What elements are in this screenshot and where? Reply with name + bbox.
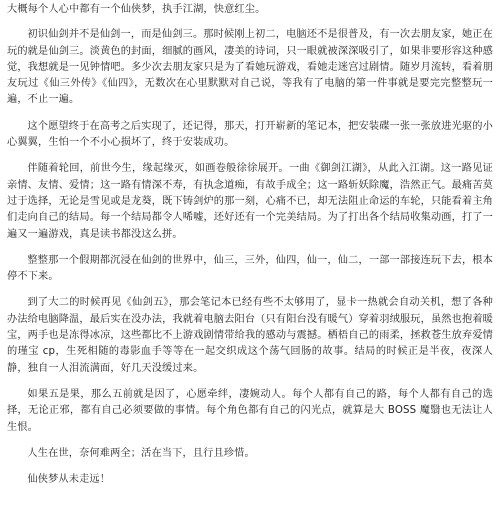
paragraph-first-encounter: 初识仙剑并不是仙剑一，而是仙剑三。那时候刚上初二，电脑还不是很普及，有一次去朋友家，她正在玩的就是仙剑三。淡黄色的封面，细腻的画风，凄美的诗词，只一眼就被深深吸引了，如果非要形容这种感觉，我想就是一见钟情吧。多少次去朋友家只是为了看她玩游戏，看她走迷宫过剧情。随岁月流转，看着朋友玩过《仙三外传》《仙四》，无数次在心里默默对自己说，等我有了电脑的第一件事就是要完完整整玩一遍，不止一遍。	[7, 29, 493, 106]
paragraph-wish-fulfilled: 这个愿望终于在高考之后实现了，还记得，那天，打开崭新的笔记本，把安装碟一张一张放进光驱的小心翼翼，生怕一个不小心损坏了，终于安装成功。	[7, 120, 493, 149]
paragraph-story: 伴随着轮回，前世今生，缘起缘灭，如画卷般徐徐展开。一曲《御剑江湖》，从此入江湖。这一路见证亲情、友情、爱情；这一路有情深不寿，有执念道痴，有故手成全；这一路斩妖除魔，浩然正气。最痛苦莫过于选择，无论是雪见或是龙葵，既下铸剑炉的那一刻，心痛不已，却无法阻止命运的车轮，只能看着主角们走向自己的结局。每一个结局都令人唏嘘，还好还有一个完美结局。为了打出各个结局收集动画，打了一遍又一遍游戏，真是读书都没这么拼。	[7, 163, 493, 240]
paragraph-life-motto: 人生在世，奈何难两全；活在当下，且行且珍惜。	[27, 447, 255, 459]
paragraph-prequel: 如果五是果，那么五前就是因了，心愿牵绊，凄婉动人。每个人都有自己的路，每个人都有自己的选择，无论正邪，都有自己必须要做的事情。每个角色都有自己的闪光点，就算是大 BOSS 魔翳也无法让人生恨。	[7, 388, 493, 433]
paragraph-intro: 大概每个人心中都有一个仙侠梦，执手江湖，快意红尘。	[7, 4, 266, 15]
paragraph-xianjian-five: 到了大二的时候再见《仙剑五》，那会笔记本已经有些不太够用了，显卡一热就会自动关机，想了各种办法给电脑降温，最后实在没办法，我就着电脑去阳台（只有阳台没有暖气）穿着羽绒服玩，虽然也抱着暖宝，两手也是冻得冰凉，这些都比不上游戏剧情带给我的感动与震撼。栖梧自己的雨柔，拯救苍生放弃爱情的瑾宝 cp，生死相随的毒影血手等等在一起交织成这个荡气回肠的故事。结局的时候正是半夜，夜深人静，独自一人泪流满面，好几天没缓过来。	[7, 297, 493, 374]
paragraph-closing: 仙侠梦从未走远！	[27, 474, 111, 486]
paragraph-holiday: 整整那一个假期都沉浸在仙剑的世界中，仙三，三外，仙四，仙一，仙二，一部一部接连玩下去，根本停不下来。	[7, 254, 493, 283]
